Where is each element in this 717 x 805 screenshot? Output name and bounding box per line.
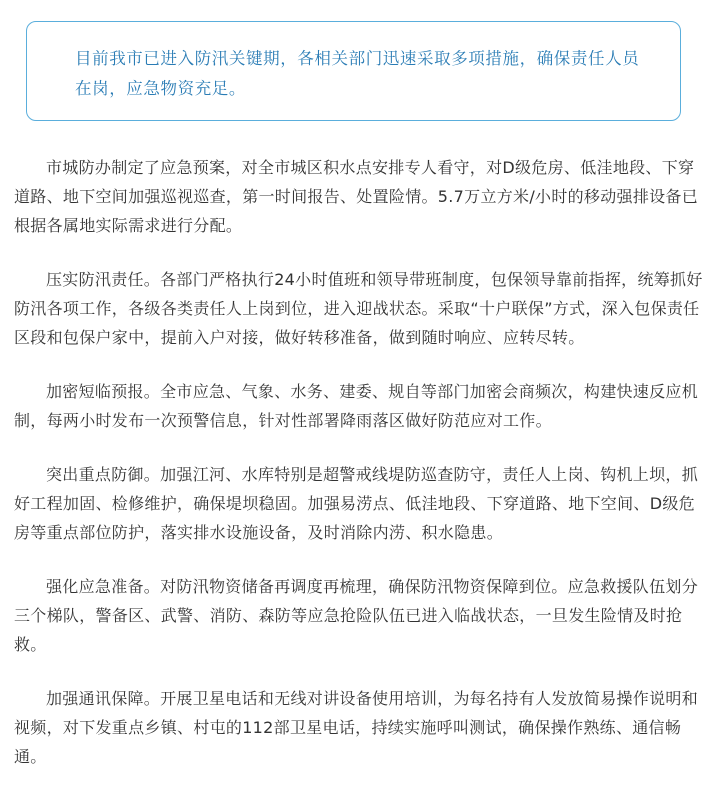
paragraph-1: 市城防办制定了应急预案，对全市城区积水点安排专人看守，对D级危房、低洼地段、下穿道路、地下空间加强巡视巡查，第一时间报告、处置险情。5.7万立方米/小时的移动强排设备已根据各属地实际需求进行分配。 bbox=[14, 158, 699, 235]
summary-callout-box bbox=[26, 21, 681, 121]
paragraph-6: 加强通讯保障。开展卫星电话和无线对讲设备使用培训，为每名持有人发放简易操作说明和视频，对下发重点乡镇、村屯的112部卫星电话，持续实施呼叫测试，确保操作熟练、通信畅通。 bbox=[14, 689, 699, 766]
paragraph-2: 压实防汛责任。各部门严格执行24小时值班和领导带班制度，包保领导靠前指挥，统筹抓好防汛各项工作，各级各类责任人上岗到位，进入迎战状态。采取“十户联保”方式，深入包保责任区段和包保户家中，提前入户对接，做好转移准备，做到随时响应、应转尽转。 bbox=[14, 270, 703, 347]
paragraph-3: 加密短临预报。全市应急、气象、水务、建委、规自等部门加密会商频次，构建快速反应机制，每两小时发布一次预警信息，针对性部署降雨落区做好防范应对工作。 bbox=[14, 382, 699, 430]
paragraph-4: 突出重点防御。加强江河、水库特别是超警戒线堤防巡查防守，责任人上岗、钩机上坝，抓好工程加固、检修维护，确保堤坝稳固。加强易涝点、低洼地段、下穿道路、地下空间、D级危房等重点部位防护，落实排水设施设备，及时消除内涝、积水隐患。 bbox=[14, 465, 699, 542]
summary-callout-text: 目前我市已进入防汛关键期，各相关部门迅速采取多项措施，确保责任人员在岗，应急物资充足。 bbox=[75, 49, 640, 98]
paragraph-5: 强化应急准备。对防汛物资储备再调度再梳理，确保防汛物资保障到位。应急救援队伍划分三个梯队，警备区、武警、消防、森防等应急抢险队伍已进入临战状态，一旦发生险情及时抢救。 bbox=[14, 577, 699, 654]
article-body bbox=[14, 153, 706, 796]
